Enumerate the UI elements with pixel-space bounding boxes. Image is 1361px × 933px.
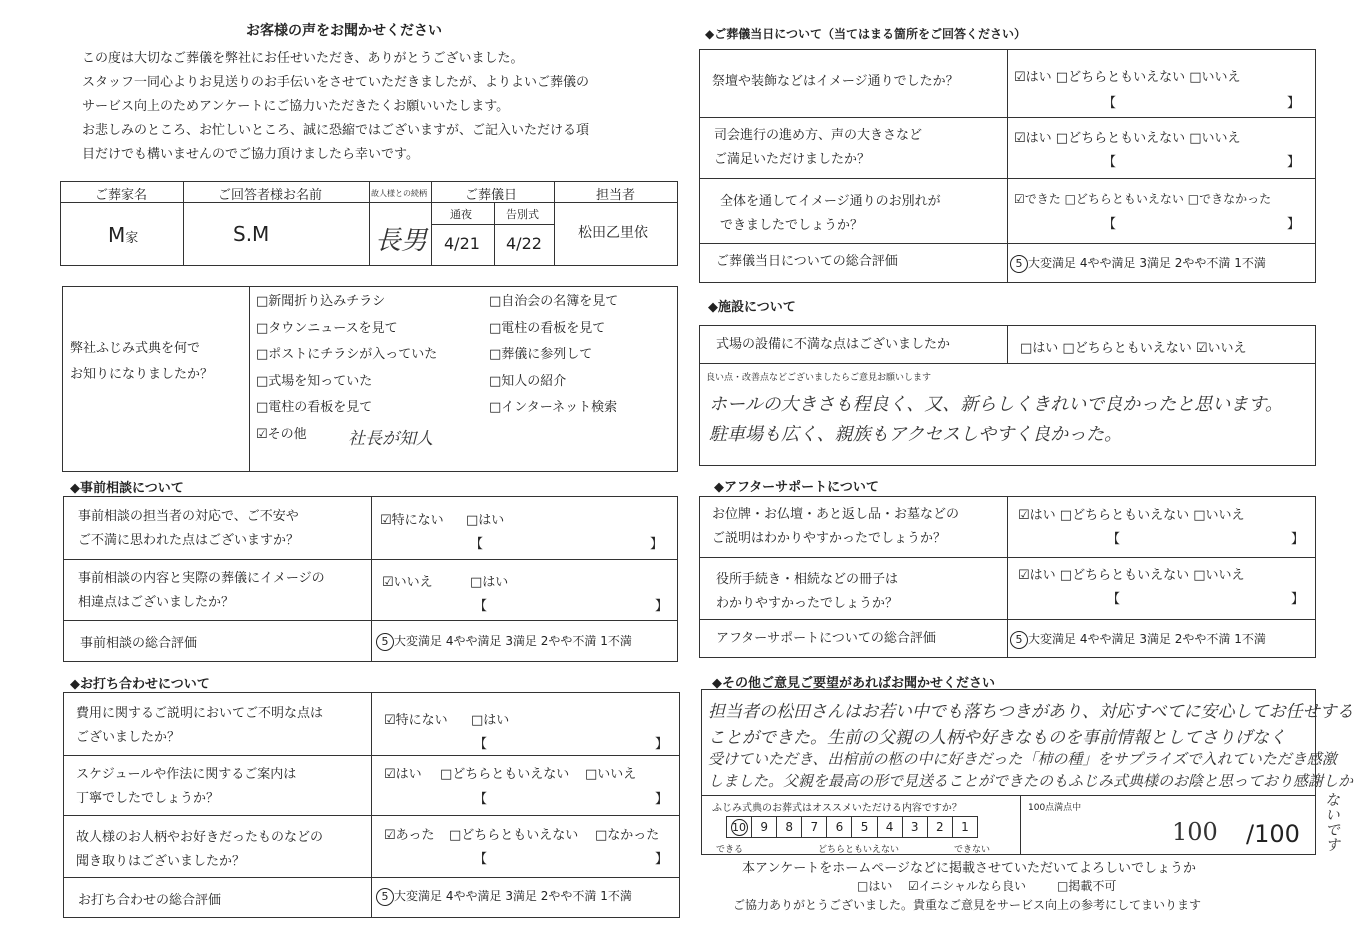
meeting-q2-line: 丁寧でしたでしょうか？ (76, 791, 220, 806)
bracket-open: 【 (474, 599, 488, 614)
other-comment-line: ことができた。生前の父親の人柄や好きなものを事前情報としてさりげなく (708, 728, 1286, 748)
source-option[interactable]: □タウンニュースを見て (256, 320, 398, 336)
rating-1: 1不満 (1234, 632, 1266, 646)
source-option[interactable]: □自治会の名簿を見て (489, 294, 619, 309)
score-label: 100点満点中 (1028, 803, 1082, 813)
intro-line: お悲しみのところ、お忙しいところ、誠に恐縮ではございますが、ご記入いただける項 (82, 123, 590, 138)
scale-label-cannot: できない (954, 845, 991, 855)
bracket-close: 】 (655, 737, 669, 752)
facility-comment-label: 良い点・改善点などございましたらご意見お願いします (706, 373, 932, 383)
intro-line: スタッフ一同心よりお見送りのお手伝いをさせていただきましたが、よりよいご葬儀の (82, 75, 590, 90)
header-kokubetsu: 告別式 (506, 208, 539, 221)
scale-label-can: できる (716, 845, 744, 855)
other-comment-line: しました。父親を最高の形で見送ることができたのもふじみ式典様のお陰と思っており感謝しか (708, 772, 1354, 790)
meeting-q1-option-yes[interactable]: □はい (471, 713, 510, 728)
after-q2-line: 役所手続き・相続などの冊子は (716, 572, 899, 587)
pre-q1-line: 事前相談の担当者の対応で、ご不安や (78, 509, 299, 524)
source-question (70, 336, 213, 388)
bracket-open: 【 (474, 792, 488, 807)
day-q3-line: 全体を通してイメージ通りのお別れが (720, 194, 941, 209)
meeting-q2-line: スケジュールや作法に関するご案内は (76, 767, 297, 782)
day-heading: ◆ご葬儀当日について（当てはまる箇所をご回答ください） (705, 27, 1026, 41)
meeting-heading: ◆お打ち合わせについて (70, 677, 210, 692)
meeting-q3 (76, 826, 323, 874)
meeting-total-label: お打ち合わせの総合評価 (78, 893, 222, 908)
publish-option-no[interactable]: □掲載不可 (1057, 879, 1117, 893)
after-q1-line: ご説明はわかりやすかったでしょうか？ (712, 531, 947, 546)
rating-4: 4やや満足 (1079, 256, 1136, 270)
after-q2-options[interactable]: ☑はい □どちらともいえない □いいえ (1018, 568, 1245, 583)
facility-heading: ◆施設について (708, 300, 796, 315)
source-option[interactable]: □インターネット検索 (489, 400, 618, 415)
kokubetsu-date-value: 4/22 (506, 234, 542, 253)
source-option[interactable]: ☑その他 (256, 426, 307, 442)
pre-q2-line: 相違点はございましたか？ (78, 595, 235, 610)
day-q2-line: ご満足いただけましたか？ (714, 152, 871, 167)
day-q2-options[interactable]: ☑はい □どちらともいえない □いいえ (1014, 131, 1241, 146)
source-option[interactable]: □式場を知っていた (256, 373, 373, 389)
meeting-q2-option-no[interactable]: □いいえ (585, 767, 637, 782)
other-comment-line: 担当者の松田さんはお若い中でも落ちつきがあり、対応すべてに安心してお任せする (708, 702, 1354, 722)
meeting-q1 (76, 702, 323, 750)
rating-selected: 5 (1010, 631, 1028, 649)
bracket-close: 】 (1287, 217, 1301, 232)
after-q1-options[interactable]: ☑はい □どちらともいえない □いいえ (1018, 508, 1245, 523)
scale-selected: 10 (732, 821, 747, 834)
publish-option-yes[interactable]: □はい (857, 879, 893, 893)
rating-2: 2やや不満 (540, 889, 597, 903)
bracket-close: 】 (655, 852, 669, 867)
day-q2 (714, 124, 922, 172)
scale-cell[interactable]: 1 (961, 820, 969, 834)
publish-option-initials[interactable]: ☑イニシャルなら良い (908, 879, 1027, 893)
rating-2: 2やや不満 (540, 634, 597, 648)
staff-value: 松田乙里依 (578, 225, 648, 241)
rating-1: 1不満 (600, 634, 632, 648)
scale-cell[interactable]: 5 (852, 817, 877, 837)
bracket-open: 【 (470, 537, 484, 552)
header-tsuya: 通夜 (450, 208, 472, 221)
after-heading: ◆アフターサポートについて (714, 480, 879, 495)
recommend-label: ふじみ式典のお葬式はオススメいただける内容ですか？ (712, 803, 962, 814)
survey-title: お客様の声をお聞かせください (246, 23, 442, 39)
pre-heading: ◆事前相談について (70, 481, 184, 496)
other-comment-vertical: ないです (1323, 792, 1341, 852)
scale-cell[interactable]: 3 (903, 817, 928, 837)
rating-3: 3満足 (1139, 632, 1171, 646)
source-options-right (489, 289, 618, 422)
source-option[interactable]: □新聞折り込みチラシ (256, 294, 386, 309)
pre-q1-option-no[interactable]: ☑特にない (380, 513, 444, 528)
rating-2: 2やや不満 (1174, 256, 1231, 270)
family-name-value (108, 223, 138, 247)
recommend-scale (726, 816, 978, 838)
meeting-q3-option-neither[interactable]: □どちらともいえない (449, 828, 579, 843)
facility-comment-line: ホールの大きさも程良く、又、新らしくきれいで良かったと思います。 (709, 394, 1283, 415)
facility-q1-options[interactable]: □はい □どちらともいえない ☑いいえ (1020, 341, 1247, 356)
scale-cell[interactable]: 8 (777, 817, 802, 837)
rating-2: 2やや不満 (1174, 632, 1231, 646)
thanks-text: ご協力ありがとうございました。貴重なご意見をサービス向上の参考にしてまいります (733, 898, 1202, 912)
meeting-q2-option-yes[interactable]: ☑はい (384, 767, 422, 782)
rating-5-label: 大変満足 (394, 889, 443, 903)
bracket-open: 【 (474, 852, 488, 867)
respondent-value: S.M (233, 222, 270, 246)
source-option[interactable]: □知人の紹介 (489, 373, 567, 389)
meeting-q2 (76, 763, 296, 811)
bracket-close: 】 (1291, 532, 1305, 547)
pre-q2-option-yes[interactable]: □はい (470, 575, 509, 590)
rating-1: 1不満 (1234, 256, 1266, 270)
intro-line: この度は大切なご葬儀を弊社にお任せいただき、ありがとうございました。 (82, 51, 524, 66)
day-total-label: ご葬儀当日についての総合評価 (716, 254, 898, 269)
scale-cell[interactable]: 7 (802, 817, 827, 837)
facility-comment-line: 駐車場も広く、親族もアクセスしやすく良かった。 (709, 424, 1123, 445)
rating-5-label: 大変満足 (394, 634, 443, 648)
bracket-open: 【 (1103, 96, 1117, 111)
publish-question: 本アンケートをホームページなどに掲載させていただいてよろしいでしょうか (742, 861, 1196, 876)
header-relation: 故人様との続柄 (371, 189, 427, 198)
bracket-close: 】 (650, 537, 664, 552)
tsuya-date-value: 4/21 (444, 234, 480, 253)
meeting-q3-option-yes[interactable]: ☑あった (384, 828, 435, 843)
after-q2-line: わかりやすかったでしょうか？ (716, 596, 899, 611)
pre-q2-option-no[interactable]: ☑いいえ (382, 575, 433, 590)
after-total-rating[interactable] (1010, 630, 1266, 649)
bracket-open: 【 (1103, 155, 1117, 170)
bracket-close: 】 (1287, 155, 1301, 170)
meeting-q1-option-no[interactable]: ☑特にない (384, 713, 448, 728)
after-q1 (712, 503, 959, 551)
scale-cell[interactable]: 9 (752, 817, 777, 837)
rating-3: 3満足 (1139, 256, 1171, 270)
intro-line: 目だけでも構いませんのでご協力頂けましたら幸いです。 (82, 147, 419, 162)
family-name: M (108, 223, 126, 247)
source-option[interactable]: □葬儀に参列して (489, 347, 593, 362)
score-value: 100 (1172, 818, 1218, 846)
rating-4: 4やや満足 (445, 634, 502, 648)
scale-cell[interactable]: 4 (878, 817, 903, 837)
meeting-q3-line: 故人様のお人柄やお好きだったものなどの (76, 830, 324, 845)
header-staff: 担当者 (596, 188, 636, 203)
pre-q1 (78, 505, 299, 553)
scale-label-neither: どちらともいえない (818, 845, 900, 855)
bracket-open: 【 (1103, 217, 1117, 232)
scale-cell[interactable] (727, 817, 752, 837)
intro-text (82, 47, 589, 167)
pre-q2-line: 事前相談の内容と実際の葬儀にイメージの (78, 571, 325, 586)
bracket-close: 】 (655, 792, 669, 807)
meeting-q2-option-neither[interactable]: □どちらともいえない (440, 767, 570, 782)
scale-cell[interactable]: 6 (827, 817, 852, 837)
meeting-total-rating[interactable] (376, 887, 632, 906)
source-question-line: お知りになりましたか？ (70, 367, 214, 382)
rating-4: 4やや満足 (445, 889, 502, 903)
after-q2 (716, 568, 898, 616)
source-other-answer: 社長が知人 (348, 429, 433, 449)
bracket-close: 】 (1291, 592, 1305, 607)
family-suffix: 家 (125, 231, 139, 246)
other-comment-line: 受けていただき、出棺前の柩の中に好きだった「柿の種」をサプライズで入れていただき感激 (708, 750, 1337, 768)
facility-q1: 式場の設備に不満な点はございましたか (716, 337, 951, 352)
rating-3: 3満足 (505, 889, 537, 903)
source-question-line: 弊社ふじみ式典を何で (70, 341, 201, 356)
bracket-open: 【 (1107, 532, 1121, 547)
rating-5-label: 大変満足 (1028, 256, 1077, 270)
bracket-close: 】 (655, 599, 669, 614)
relation-value: 長男 (375, 226, 428, 256)
header-date: ご葬儀日 (465, 188, 518, 203)
meeting-q3-line: 聞き取りはございましたか？ (76, 854, 246, 869)
header-family-name: ご葬家名 (95, 188, 148, 203)
day-q3-options[interactable]: ☑できた □どちらともいえない □できなかった (1014, 192, 1272, 206)
bracket-open: 【 (1107, 592, 1121, 607)
pre-q1-line: ご不満に思われた点はございますか？ (78, 533, 300, 548)
pre-total-rating[interactable] (376, 632, 632, 651)
meeting-q3-option-no[interactable]: □なかった (595, 828, 660, 843)
day-q3-line: できましたでしょうか？ (720, 218, 864, 233)
rating-5-label: 大変満足 (1028, 632, 1077, 646)
rating-selected: 5 (1010, 255, 1028, 273)
day-q1: 祭壇や装飾などはイメージ通りでしたか？ (712, 74, 959, 89)
pre-q2 (78, 567, 325, 615)
rating-selected: 5 (376, 633, 394, 651)
header-respondent: ご回答者様お名前 (218, 188, 323, 203)
score-max: /100 (1246, 820, 1300, 848)
bracket-open: 【 (474, 737, 488, 752)
bracket-close: 】 (1287, 96, 1301, 111)
day-q2-line: 司会進行の進め方、声の大きさなど (714, 128, 923, 143)
pre-q1-option-yes[interactable]: □はい (466, 513, 505, 528)
source-option[interactable]: □電柱の看板を見て (256, 400, 373, 415)
meeting-q1-line: 費用に関するご説明においてご不明な点は (76, 706, 324, 721)
source-option[interactable]: □ポストにチラシが入っていた (256, 347, 438, 362)
day-total-rating[interactable] (1010, 254, 1266, 273)
after-total-label: アフターサポートについての総合評価 (716, 631, 936, 646)
intro-line: サービス向上のためアンケートにご協力いただきたくお願いいたします。 (82, 99, 510, 114)
pre-total-label: 事前相談の総合評価 (80, 636, 198, 651)
day-q3 (720, 190, 941, 238)
day-q1-options[interactable]: ☑はい □どちらともいえない □いいえ (1014, 70, 1241, 85)
scale-cell[interactable]: 2 (928, 817, 953, 837)
rating-1: 1不満 (600, 889, 632, 903)
meeting-q1-line: ございましたか？ (76, 730, 181, 745)
source-option[interactable]: □電柱の看板を見て (489, 320, 606, 336)
rating-4: 4やや満足 (1079, 632, 1136, 646)
rating-selected: 5 (376, 888, 394, 906)
after-q1-line: お位牌・お仏壇・あと返し品・お墓などの (712, 507, 960, 522)
rating-3: 3満足 (505, 634, 537, 648)
other-heading: ◆その他ご意見ご要望があればお聞かせください (712, 676, 995, 691)
